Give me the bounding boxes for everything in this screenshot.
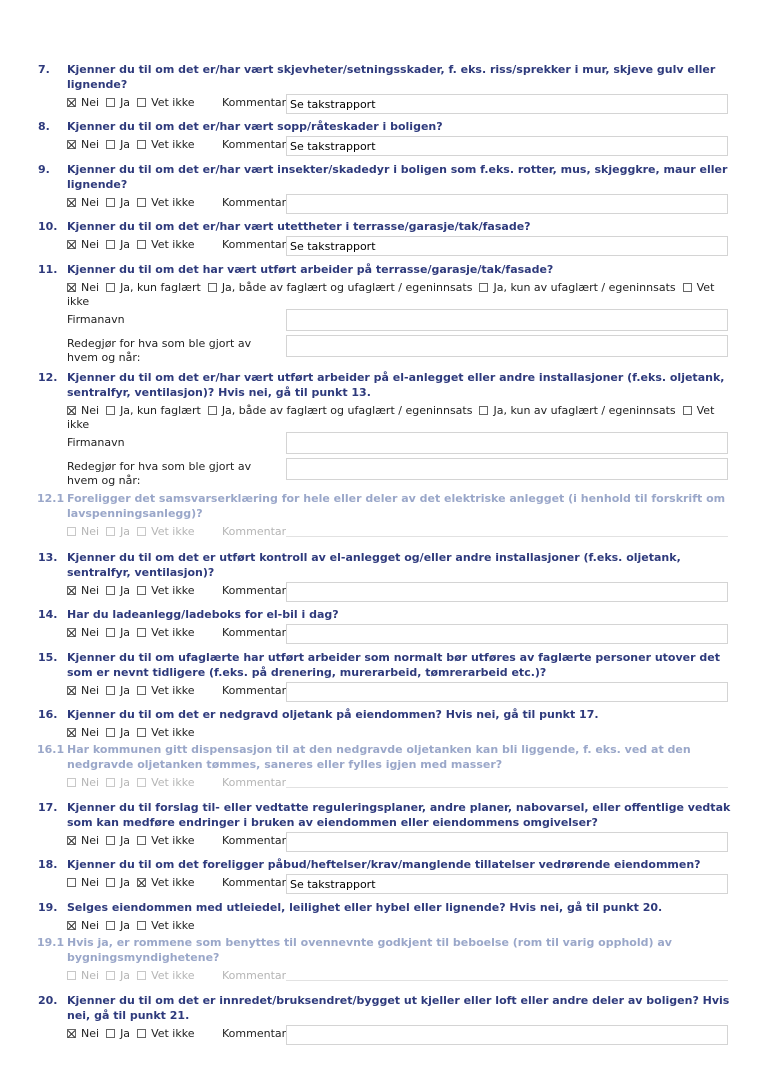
comment-label: Kommentar — [222, 584, 287, 597]
question-16-1 — [38, 742, 738, 802]
question-11 — [38, 262, 738, 364]
checkbox-ja-faglaert[interactable] — [106, 406, 115, 415]
answer-options — [67, 876, 201, 890]
checkbox-nei[interactable] — [67, 198, 76, 207]
question-number: 16. — [38, 708, 58, 721]
question-number: 17. — [38, 801, 58, 814]
option-ja[interactable] — [106, 684, 130, 697]
question-number: 8. — [38, 120, 50, 133]
option-label-nei: Nei — [81, 684, 100, 697]
comment-label: Kommentar — [222, 1027, 287, 1040]
comment-field[interactable] — [286, 194, 728, 214]
option-label-nei: Nei — [81, 876, 100, 889]
option-vet-ikke[interactable] — [137, 1027, 194, 1040]
option-vet-ikke[interactable] — [137, 584, 194, 597]
comment-label: Kommentar — [222, 96, 287, 109]
option-label-nei: Nei — [81, 834, 100, 847]
checkbox-vet-ikke[interactable] — [683, 283, 692, 292]
checkbox-vet-ikke[interactable] — [137, 878, 146, 887]
option-label-nei: Nei — [81, 238, 100, 251]
question-text: Selges eiendommen med utleiedel, leilighet eller hybel eller lignende? Hvis nei, gå til punkt 20. — [67, 901, 663, 914]
comment-field[interactable]: Se takstrapport — [286, 136, 728, 156]
checkbox-ja[interactable] — [106, 728, 115, 737]
comment-label: Kommentar — [222, 969, 287, 982]
comment-label: Kommentar — [222, 776, 287, 789]
option-label-ja: Ja — [120, 626, 131, 639]
checkbox-vet-ikke[interactable] — [137, 728, 146, 737]
option-label-ikke: ikke — [67, 295, 90, 308]
checkbox-vet-ikke[interactable] — [137, 921, 146, 930]
option-vet-ikke[interactable] — [137, 876, 194, 889]
redegjor-label — [67, 460, 267, 488]
option-nei[interactable] — [67, 138, 99, 151]
comment-field[interactable] — [286, 582, 728, 602]
checkbox-ja[interactable] — [106, 971, 115, 980]
checkbox-ja[interactable] — [106, 878, 115, 887]
option-label-vet-ikke: Vet ikke — [151, 196, 195, 209]
question-number: 18. — [38, 858, 58, 871]
question-text: Har kommunen gitt dispensasjon til at den nedgravde oljetanken kan bli liggende, f. eks. ved at den nedgravde oljetanken tømmes, saneres eller fylles igjen med masser? — [67, 743, 691, 771]
checkbox-nei[interactable] — [67, 527, 76, 536]
question-14 — [38, 607, 738, 652]
option-vet-ikke[interactable] — [683, 404, 715, 417]
checkbox-nei[interactable] — [67, 240, 76, 249]
question-text: Kjenner du til om det er/har vært sopp/råteskader i boligen? — [67, 120, 443, 133]
option-ja[interactable] — [106, 876, 130, 889]
comment-field[interactable] — [286, 969, 728, 981]
answer-options — [67, 834, 201, 848]
answer-options — [67, 1027, 201, 1041]
checkbox-vet-ikke[interactable] — [137, 527, 146, 536]
checkbox-ja-faglaert[interactable] — [106, 283, 115, 292]
option-label-nei: Nei — [81, 584, 100, 597]
question-text: Kjenner du til om det er innredet/bruksendret/bygget ut kjeller eller loft eller andre deler av boligen? Hvis nei, gå til punkt 21. — [67, 994, 730, 1022]
option-label-vet-ikke: Vet ikke — [151, 96, 195, 109]
checkbox-ja[interactable] — [106, 140, 115, 149]
option-label-ja-faglaert: Ja, kun faglært — [120, 404, 201, 417]
question-text: Kjenner du til forslag til- eller vedtatte reguleringsplaner, andre planer, nabovarsel, eller offentlige vedtak som kan medføre endringer i bruken av eiendommen eller eiendommens omgivelser? — [67, 801, 731, 829]
checkbox-ja[interactable] — [106, 778, 115, 787]
question-number: 19.1 — [37, 936, 65, 949]
option-vet-ikke[interactable] — [137, 834, 194, 847]
option-label-nei: Nei — [81, 626, 100, 639]
question-10 — [38, 219, 738, 264]
question-19-1 — [38, 935, 738, 995]
option-label-vet-ikke: Vet ikke — [151, 834, 195, 847]
option-label-vet-ikke: Vet ikke — [151, 726, 195, 739]
checkbox-nei[interactable] — [67, 406, 76, 415]
option-label-ja: Ja — [120, 969, 131, 982]
option-label-nei: Nei — [81, 1027, 100, 1040]
option-vet-ikke[interactable] — [137, 776, 194, 789]
option-label-nei: Nei — [81, 96, 100, 109]
comment-field[interactable]: Se takstrapport — [286, 94, 728, 114]
checkbox-ja[interactable] — [106, 1029, 115, 1038]
checkbox-nei[interactable] — [67, 686, 76, 695]
comment-label: Kommentar — [222, 834, 287, 847]
checkbox-ja[interactable] — [106, 198, 115, 207]
option-label-ja-ufaglaert: Ja, kun av ufaglært / egeninnsats — [493, 281, 676, 294]
option-vet-ikke[interactable] — [137, 525, 194, 538]
option-ja-ufaglaert[interactable] — [479, 281, 675, 294]
option-vet-ikke[interactable] — [137, 238, 194, 251]
option-label-nei: Nei — [81, 196, 100, 209]
option-label-vet-ikke: Vet ikke — [151, 626, 195, 639]
option-ja[interactable] — [106, 196, 130, 209]
firmanavn-field[interactable] — [286, 432, 728, 454]
option-label-nei: Nei — [81, 919, 100, 932]
option-ja-ufaglaert[interactable] — [479, 404, 675, 417]
answer-options — [67, 919, 201, 933]
checkbox-nei[interactable] — [67, 140, 76, 149]
option-label-ikke: ikke — [67, 418, 90, 431]
option-label-vet-ikke: Vet ikke — [151, 684, 195, 697]
option-nei[interactable] — [67, 969, 99, 982]
answer-options — [67, 584, 201, 598]
option-ja[interactable] — [106, 919, 130, 932]
option-label-nei: Nei — [81, 726, 100, 739]
question-text: Kjenner du til om ufaglærte har utført arbeider som normalt bør utføres av faglærte personer utover det som er nevnt tidligere (f.eks. på drenering, murerarbeid, tømrerarbeid etc.)? — [67, 651, 720, 679]
option-ja-begge[interactable] — [208, 281, 473, 294]
answer-options — [67, 969, 201, 983]
redegjor-label-line2: hvem og når: — [67, 474, 141, 487]
option-vet-ikke[interactable] — [137, 919, 194, 932]
checkbox-ja[interactable] — [106, 586, 115, 595]
question-number: 7. — [38, 63, 50, 76]
checkbox-vet-ikke[interactable] — [137, 586, 146, 595]
option-nei[interactable] — [67, 584, 99, 597]
option-nei[interactable] — [67, 196, 99, 209]
option-nei[interactable] — [67, 1027, 99, 1040]
option-label-vet-ikke: Vet ikke — [151, 138, 195, 151]
option-ja[interactable] — [106, 138, 130, 151]
comment-field[interactable] — [286, 832, 728, 852]
option-label-nei: Nei — [81, 281, 100, 294]
firmanavn-field[interactable] — [286, 309, 728, 331]
answer-options — [67, 404, 732, 432]
answer-options — [67, 626, 201, 640]
checkbox-ja-ufaglaert[interactable] — [479, 406, 488, 415]
option-nei[interactable] — [67, 876, 99, 889]
checkbox-ja-ufaglaert[interactable] — [479, 283, 488, 292]
redegjor-label — [67, 337, 267, 365]
question-12 — [38, 370, 738, 487]
question-17 — [38, 800, 738, 860]
firmanavn-label: Firmanavn — [67, 313, 125, 326]
option-nei[interactable] — [67, 726, 99, 739]
option-label-ja-ufaglaert: Ja, kun av ufaglært / egeninnsats — [493, 404, 676, 417]
checkbox-ja[interactable] — [106, 98, 115, 107]
answer-options — [67, 776, 201, 790]
checkbox-nei[interactable] — [67, 1029, 76, 1038]
checkbox-vet-ikke[interactable] — [137, 778, 146, 787]
option-ja[interactable] — [106, 626, 130, 639]
question-text: Kjenner du til om det foreligger påbud/heftelser/krav/manglende tillatelser vedrørende eiendommen? — [67, 858, 701, 871]
option-label-ja-faglaert: Ja, kun faglært — [120, 281, 201, 294]
option-vet-ikke[interactable] — [683, 281, 715, 294]
option-label-vet-ikke: Vet ikke — [151, 969, 195, 982]
comment-label: Kommentar — [222, 876, 287, 889]
option-nei[interactable] — [67, 238, 99, 251]
option-label-vet-ikke: Vet ikke — [151, 1027, 195, 1040]
question-18 — [38, 857, 738, 902]
option-label-ja-begge: Ja, både av faglært og ufaglært / egeninnsats — [221, 404, 473, 417]
comment-field[interactable]: Se takstrapport — [286, 874, 728, 894]
option-vet-ikke[interactable] — [137, 96, 194, 109]
checkbox-vet-ikke[interactable] — [137, 140, 146, 149]
comment-label: Kommentar — [222, 238, 287, 251]
option-vet-ikke[interactable] — [137, 969, 194, 982]
option-nei[interactable] — [67, 626, 99, 639]
checkbox-vet-ikke[interactable] — [137, 836, 146, 845]
option-label-nei: Nei — [81, 776, 100, 789]
option-label-vet-ikke: Vet ikke — [151, 776, 195, 789]
comment-field[interactable] — [286, 776, 728, 788]
checkbox-nei[interactable] — [67, 98, 76, 107]
question-13 — [38, 550, 738, 610]
option-vet-ikke[interactable] — [137, 138, 194, 151]
comment-field[interactable] — [286, 1025, 728, 1045]
option-ja[interactable] — [106, 96, 130, 109]
checkbox-ja[interactable] — [106, 527, 115, 536]
comment-label: Kommentar — [222, 525, 287, 538]
comment-label: Kommentar — [222, 684, 287, 697]
option-label-vet: Vet — [696, 281, 715, 294]
comment-field[interactable] — [286, 682, 728, 702]
option-ja-faglaert[interactable] — [106, 404, 201, 417]
option-label-ja: Ja — [120, 584, 131, 597]
answer-options — [67, 525, 201, 539]
question-number: 12.1 — [37, 492, 65, 505]
question-number: 13. — [38, 551, 58, 564]
option-label-ja: Ja — [120, 919, 131, 932]
question-7 — [38, 62, 738, 122]
option-label-ja: Ja — [120, 525, 131, 538]
question-text: Kjenner du til om det er utført kontroll av el-anlegget og/eller andre installasjoner (f.eks. oljetank, sentralfyr, ventilasjon)? — [67, 551, 681, 579]
question-number: 14. — [38, 608, 58, 621]
option-label-ja: Ja — [120, 138, 131, 151]
redegjor-field[interactable] — [286, 458, 728, 480]
question-number: 12. — [38, 371, 58, 384]
option-label-vet-ikke: Vet ikke — [151, 919, 195, 932]
question-number: 9. — [38, 163, 50, 176]
answer-options — [67, 96, 201, 110]
checkbox-nei[interactable] — [67, 878, 76, 887]
checkbox-nei[interactable] — [67, 728, 76, 737]
option-label-vet: Vet — [696, 404, 715, 417]
checkbox-nei[interactable] — [67, 283, 76, 292]
redegjor-label-line1: Redegjør for hva som ble gjort av — [67, 337, 252, 350]
option-ja-faglaert[interactable] — [106, 281, 201, 294]
question-number: 16.1 — [37, 743, 65, 756]
option-vet-ikke[interactable] — [137, 626, 194, 639]
option-ja[interactable] — [106, 726, 130, 739]
question-text: Kjenner du til om det har vært utført arbeider på terrasse/garasje/tak/fasade? — [67, 263, 554, 276]
question-9 — [38, 162, 738, 222]
option-vet-ikke[interactable] — [137, 726, 194, 739]
checkbox-ja-begge[interactable] — [208, 283, 217, 292]
option-ja-begge[interactable] — [208, 404, 473, 417]
option-nei[interactable] — [67, 684, 99, 697]
redegjor-field[interactable] — [286, 335, 728, 357]
option-label-ja: Ja — [120, 834, 131, 847]
checkbox-vet-ikke[interactable] — [137, 686, 146, 695]
option-ja[interactable] — [106, 584, 130, 597]
option-vet-ikke[interactable] — [137, 196, 194, 209]
comment-field[interactable] — [286, 624, 728, 644]
comment-field[interactable]: Se takstrapport — [286, 236, 728, 256]
option-label-vet-ikke: Vet ikke — [151, 876, 195, 889]
comment-label: Kommentar — [222, 138, 287, 151]
option-nei[interactable] — [67, 834, 99, 847]
answer-options — [67, 138, 201, 152]
option-ja[interactable] — [106, 525, 130, 538]
answer-options — [67, 684, 201, 698]
option-label-ja: Ja — [120, 238, 131, 251]
answer-options — [67, 726, 201, 740]
option-nei[interactable] — [67, 404, 99, 417]
checkbox-nei[interactable] — [67, 921, 76, 930]
checkbox-nei[interactable] — [67, 971, 76, 980]
comment-label: Kommentar — [222, 626, 287, 639]
option-label-ja: Ja — [120, 876, 131, 889]
option-label-ja: Ja — [120, 96, 131, 109]
question-text: Har du ladeanlegg/ladeboks for el-bil i dag? — [67, 608, 339, 621]
checkbox-nei[interactable] — [67, 836, 76, 845]
option-nei[interactable] — [67, 919, 99, 932]
checkbox-vet-ikke[interactable] — [683, 406, 692, 415]
option-label-nei: Nei — [81, 969, 100, 982]
comment-field[interactable] — [286, 525, 728, 537]
question-number: 11. — [38, 263, 58, 276]
question-12-1 — [38, 491, 738, 551]
question-number: 10. — [38, 220, 58, 233]
option-nei[interactable] — [67, 525, 99, 538]
option-vet-ikke[interactable] — [137, 684, 194, 697]
checkbox-nei[interactable] — [67, 586, 76, 595]
question-number: 20. — [38, 994, 58, 1007]
option-nei[interactable] — [67, 281, 99, 294]
option-label-ja: Ja — [120, 1027, 131, 1040]
option-label-ja: Ja — [120, 726, 131, 739]
option-ja[interactable] — [106, 834, 130, 847]
checkbox-vet-ikke[interactable] — [137, 971, 146, 980]
option-label-nei: Nei — [81, 404, 100, 417]
question-number: 15. — [38, 651, 58, 664]
option-label-ja: Ja — [120, 196, 131, 209]
checkbox-vet-ikke[interactable] — [137, 98, 146, 107]
question-text: Foreligger det samsvarserklæring for hele eller deler av det elektriske anlegget (i henhold til forskrift om lavspenningsanlegg)? — [67, 492, 726, 520]
option-nei[interactable] — [67, 96, 99, 109]
checkbox-nei[interactable] — [67, 778, 76, 787]
option-nei[interactable] — [67, 776, 99, 789]
question-text: Kjenner du til om det er/har vært skjevheter/setningsskader, f. eks. riss/sprekker i mur, skjeve gulv eller lignende? — [67, 63, 716, 91]
checkbox-vet-ikke[interactable] — [137, 198, 146, 207]
question-20 — [38, 993, 738, 1053]
checkbox-vet-ikke[interactable] — [137, 1029, 146, 1038]
option-label-nei: Nei — [81, 138, 100, 151]
question-text: Hvis ja, er rommene som benyttes til ovennevnte godkjent til beboelse (rom til varig opphold) av bygningsmyndighetene? — [67, 936, 672, 964]
comment-label: Kommentar — [222, 196, 287, 209]
option-ja[interactable] — [106, 238, 130, 251]
option-label-vet-ikke: Vet ikke — [151, 525, 195, 538]
answer-options — [67, 196, 201, 210]
option-ja[interactable] — [106, 776, 130, 789]
option-label-vet-ikke: Vet ikke — [151, 238, 195, 251]
redegjor-label-line2: hvem og når: — [67, 351, 141, 364]
checkbox-vet-ikke[interactable] — [137, 240, 146, 249]
option-ja[interactable] — [106, 1027, 130, 1040]
checkbox-nei[interactable] — [67, 628, 76, 637]
option-label-ja: Ja — [120, 684, 131, 697]
question-text: Kjenner du til om det er/har vært insekter/skadedyr i boligen som f.eks. rotter, mus, skjeggkre, maur eller lignende? — [67, 163, 728, 191]
question-text: Kjenner du til om det er/har vært utført arbeider på el-anlegget eller andre installasjoner (f.eks. oljetank, sentralfyr, ventilasjon)? Hvis nei, gå til punkt 13. — [67, 371, 725, 399]
option-label-vet-ikke: Vet ikke — [151, 584, 195, 597]
option-label-ja: Ja — [120, 776, 131, 789]
option-label-nei: Nei — [81, 525, 100, 538]
question-number: 19. — [38, 901, 58, 914]
checkbox-ja[interactable] — [106, 240, 115, 249]
checkbox-ja[interactable] — [106, 921, 115, 930]
question-8 — [38, 119, 738, 164]
question-text: Kjenner du til om det er/har vært utettheter i terrasse/garasje/tak/fasade? — [67, 220, 531, 233]
option-ja[interactable] — [106, 969, 130, 982]
checkbox-ja[interactable] — [106, 628, 115, 637]
question-text: Kjenner du til om det er nedgravd oljetank på eiendommen? Hvis nei, gå til punkt 17. — [67, 708, 599, 721]
checkbox-ja[interactable] — [106, 686, 115, 695]
option-label-ja-begge: Ja, både av faglært og ufaglært / egeninnsats — [221, 281, 473, 294]
checkbox-ja-begge[interactable] — [208, 406, 217, 415]
checkbox-ja[interactable] — [106, 836, 115, 845]
checkbox-vet-ikke[interactable] — [137, 628, 146, 637]
firmanavn-label: Firmanavn — [67, 436, 125, 449]
redegjor-label-line1: Redegjør for hva som ble gjort av — [67, 460, 252, 473]
answer-options — [67, 281, 732, 309]
answer-options — [67, 238, 201, 252]
question-15 — [38, 650, 738, 710]
